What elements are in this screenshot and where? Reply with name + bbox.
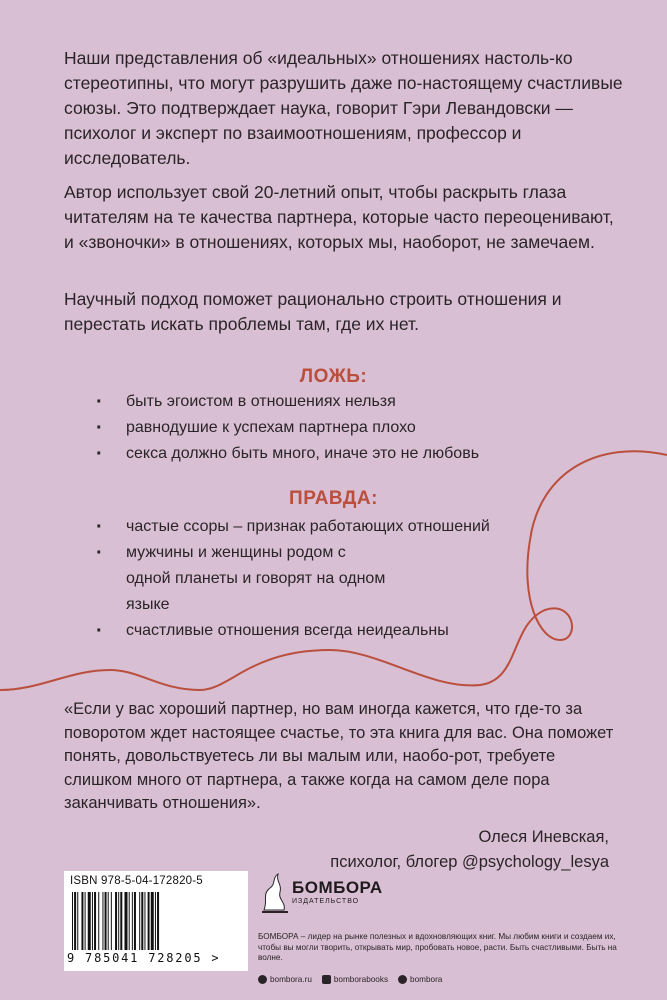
web-icon (258, 975, 267, 984)
lies-list-item: · равнодушие к успехам партнера плохо (96, 415, 596, 441)
barcode-bar (111, 892, 112, 950)
intro-paragraph-2: Автор использует свой 20-летний опыт, чтобы раскрыть глаза читателям на те качества партнера, которые часто переоценивают, и «звоночки» в отношениях, которых мы, наоборот, не замечаем. (64, 182, 614, 252)
lies-list-item: · секса должно быть много, иначе это не любовь (96, 441, 596, 467)
social-item (258, 975, 312, 984)
barcode-bar (155, 892, 156, 950)
intro-paragraph-3: Научный подход поможет рационально строить отношения и перестать искать проблемы там, где их нет. (64, 289, 562, 334)
publisher-subtitle: ИЗДАТЕЛЬСТВО (292, 898, 360, 905)
publisher-socials (258, 975, 638, 984)
barcode-bar (129, 892, 130, 950)
truths-list-item: · мужчины и женщины родом с одной планеты и говорят на одном языке (96, 540, 386, 618)
barcode-bar (92, 892, 93, 950)
isbn-label: ISBN 978-5-04-172820-5 (70, 875, 203, 887)
barcode-bar (134, 892, 136, 950)
social-item (322, 975, 388, 984)
barcode-bar (72, 892, 73, 950)
lies-heading: ЛОЖЬ: (299, 366, 368, 387)
quote-attribution (330, 825, 609, 875)
barcode-bar (105, 892, 107, 950)
social-item (398, 975, 442, 984)
publisher-blurb: БОМБОРА – лидер на рынке полезных и вдохновляющих книг. Мы любим книги и создаем их, чтобы вы могли творить, открывать мир, пробовать новое, расти. Быть счастливыми. Быть на волне. (258, 932, 617, 962)
barcode-bar (102, 892, 103, 950)
barcode-bar (108, 892, 109, 950)
truths-list-item: · счастливые отношения всегда неидеальны (96, 618, 596, 644)
review-quote: «Если у вас хороший партнер, но вам иногда кажется, что где-то за поворотом ждет настоящее счастье, то эта книга для вас. Она поможет понять, довольствуетесь ли вы малым или, наобо-рот, требуете слишком много от партнера, а также когда на самом деле пора заканчивать отношения». (64, 700, 614, 812)
barcode-bar (77, 892, 78, 950)
publisher-wave-icon (260, 870, 290, 914)
barcode-bar (151, 892, 154, 950)
barcode-bar (157, 892, 159, 950)
barcode-bar (74, 892, 76, 950)
isbn-barcode (64, 871, 248, 971)
barcode-bar (115, 892, 117, 950)
attribution-name: Олеся Иневская, (478, 828, 609, 846)
social-website: bombora.ru (270, 975, 312, 984)
publisher-name: БОМБОРА (292, 878, 383, 897)
attribution-role: психолог, блогер @psychology_lesya (330, 853, 609, 871)
barcode-bar (139, 892, 140, 950)
barcode-bar (125, 892, 128, 950)
lies-list (96, 389, 596, 467)
social-vk: bomborabooks (333, 975, 389, 984)
barcode-digits: 9 785041 728205 > (67, 951, 221, 965)
barcode-bar (81, 892, 83, 950)
vk-icon (322, 975, 331, 984)
barcode-bar (88, 892, 91, 950)
barcode-bars (72, 892, 240, 950)
barcode-bar (94, 892, 96, 950)
lies-list-item: · быть эгоистом в отношениях нельзя (96, 389, 596, 415)
barcode-bar (120, 892, 122, 950)
barcode-bar (148, 892, 150, 950)
truths-list (96, 514, 596, 644)
barcode-bar (98, 892, 99, 950)
barcode-bar (85, 892, 86, 950)
truths-heading: ПРАВДА: (289, 488, 378, 509)
barcode-bar (141, 892, 143, 950)
telegram-icon (398, 975, 407, 984)
intro-paragraph-1: Наши представления об «идеальных» отношениях настоль-ко стереотипны, что могут разрушить даже по-настоящему счастливые союзы. Это подтверждает наука, говорит Гэри Левандовски — психолог и эксперт по взаимоотношениям, профессор и исследователь. (64, 48, 623, 168)
social-telegram: bombora (410, 975, 443, 984)
barcode-bar (118, 892, 119, 950)
barcode-bar (144, 892, 145, 950)
barcode-bar (132, 892, 133, 950)
truths-list-item: · частые ссоры – признак работающих отношений (96, 514, 596, 540)
publisher-logo (260, 870, 460, 918)
